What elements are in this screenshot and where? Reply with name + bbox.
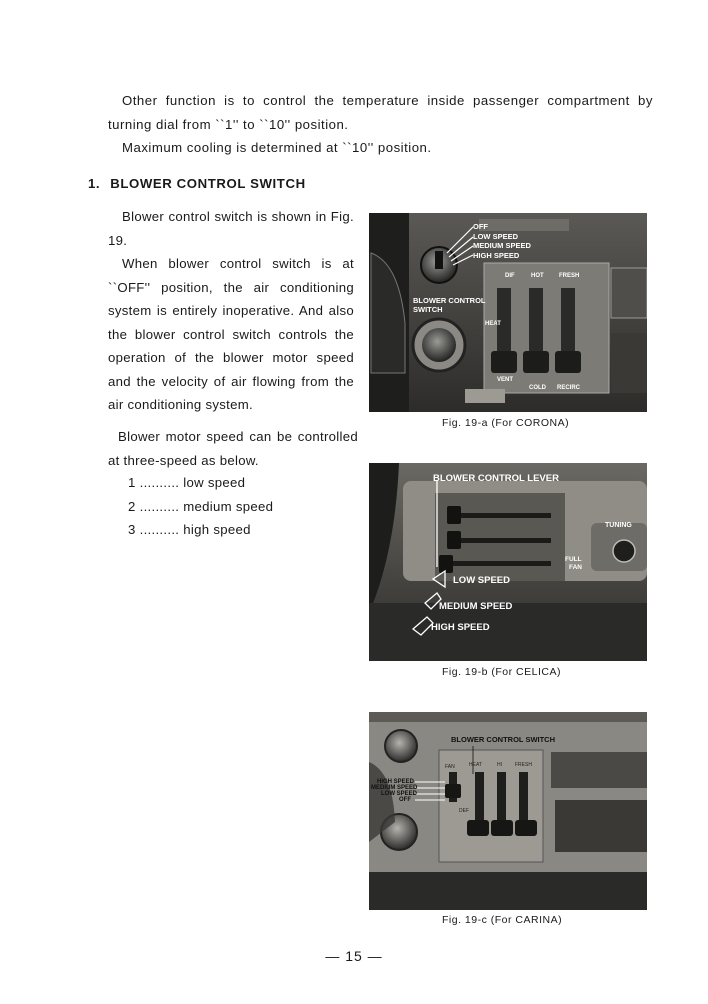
carina-dashboard-illustration — [369, 712, 647, 910]
fig-c-label-hi: HI — [497, 762, 502, 768]
fig-c-label-medium: MEDIUM SPEED — [371, 785, 418, 791]
figure-19b-caption: Fig. 19-b (For CELICA) — [442, 666, 561, 678]
list-item: 2 .......... medium speed — [128, 498, 274, 514]
fig-b-label-low: LOW SPEED — [453, 575, 511, 586]
fig-c-label-low: LOW SPEED — [381, 791, 418, 797]
intro-paragraph-2: Maximum cooling is determined at ``10'' position. — [122, 140, 432, 155]
fig-c-label-high: HIGH SPEED — [377, 779, 415, 785]
fig-a-label-hot: HOT — [531, 273, 544, 279]
section-paragraph-1-block — [108, 205, 354, 252]
fig-a-label-dif: DIF — [505, 273, 515, 279]
fig-b-label-tuning: TUNING — [605, 522, 632, 529]
corona-dashboard-illustration — [369, 213, 647, 412]
page-number: — 15 — — [325, 948, 383, 964]
fig-a-label-low: LOW SPEED — [473, 232, 519, 241]
fig-a-label-medium: MEDIUM SPEED — [473, 241, 531, 250]
celica-dashboard-illustration — [369, 463, 647, 661]
section-paragraph-2: When blower control switch is at ``OFF'' position, the air conditioning system is entirely inoperative. And also the blower control switch controls the operation of the blower motor speed and the velocity of air flowing from the air conditioning system. — [108, 256, 354, 412]
fig-c-label-fresh: FRESH — [515, 762, 532, 768]
section-paragraph-3: Blower motor speed can be controlled at three-speed as below. — [108, 429, 358, 468]
figure-19a-photo — [369, 213, 647, 412]
fig-a-label-recirc: RECIRC — [557, 385, 581, 391]
fig-a-label-heat: HEAT — [485, 321, 501, 327]
fig-b-label-lever: BLOWER CONTROL LEVER — [433, 473, 559, 484]
speed-list — [128, 471, 273, 542]
fig-b-label-medium: MEDIUM SPEED — [439, 601, 513, 612]
fig-b-label-full-1: FULL — [565, 556, 582, 563]
fig-a-label-vent: VENT — [497, 377, 514, 383]
fig-a-label-off: OFF — [473, 222, 488, 231]
fig-b-label-high: HIGH SPEED — [431, 622, 490, 633]
fig-a-label-switch-1: BLOWER CONTROL — [413, 296, 486, 305]
fig-b-label-full-2: FAN — [569, 564, 582, 571]
fig-a-label-high: HIGH SPEED — [473, 251, 520, 260]
fig-c-label-off: OFF — [399, 797, 411, 803]
fig-c-label-fan: FAN — [445, 764, 455, 770]
section-title: BLOWER CONTROL SWITCH — [110, 176, 306, 191]
fig-a-label-cold: COLD — [529, 385, 546, 391]
list-item: 3 .......... high speed — [128, 522, 251, 537]
fig-a-label-fresh: FRESH — [559, 273, 580, 279]
section-number: 1. — [88, 176, 101, 191]
fig-c-label-def: DEF — [459, 808, 469, 814]
figure-19c-caption: Fig. 19-c (For CARINA) — [442, 914, 563, 926]
section-heading — [88, 176, 316, 191]
intro-paragraph-1: Other function is to control the temperature inside passenger compartment by turning dial from ``1'' to ``10'' position. — [108, 93, 653, 132]
section-paragraph-1: Blower control switch is shown in Fig. 19. — [108, 209, 354, 248]
fig-a-label-switch-2: SWITCH — [413, 305, 443, 314]
figure-19a-caption: Fig. 19-a (For CORONA) — [442, 417, 570, 429]
list-item: 1 .......... low speed — [128, 475, 246, 490]
fig-c-label-heat: HEAT — [469, 762, 482, 768]
section-paragraph-2-block — [108, 252, 354, 417]
fig-c-label-switch: BLOWER CONTROL SWITCH — [451, 735, 556, 744]
figure-19b-photo — [369, 463, 647, 661]
figure-19c-photo — [369, 712, 647, 910]
section-paragraph-3-block — [108, 425, 358, 472]
